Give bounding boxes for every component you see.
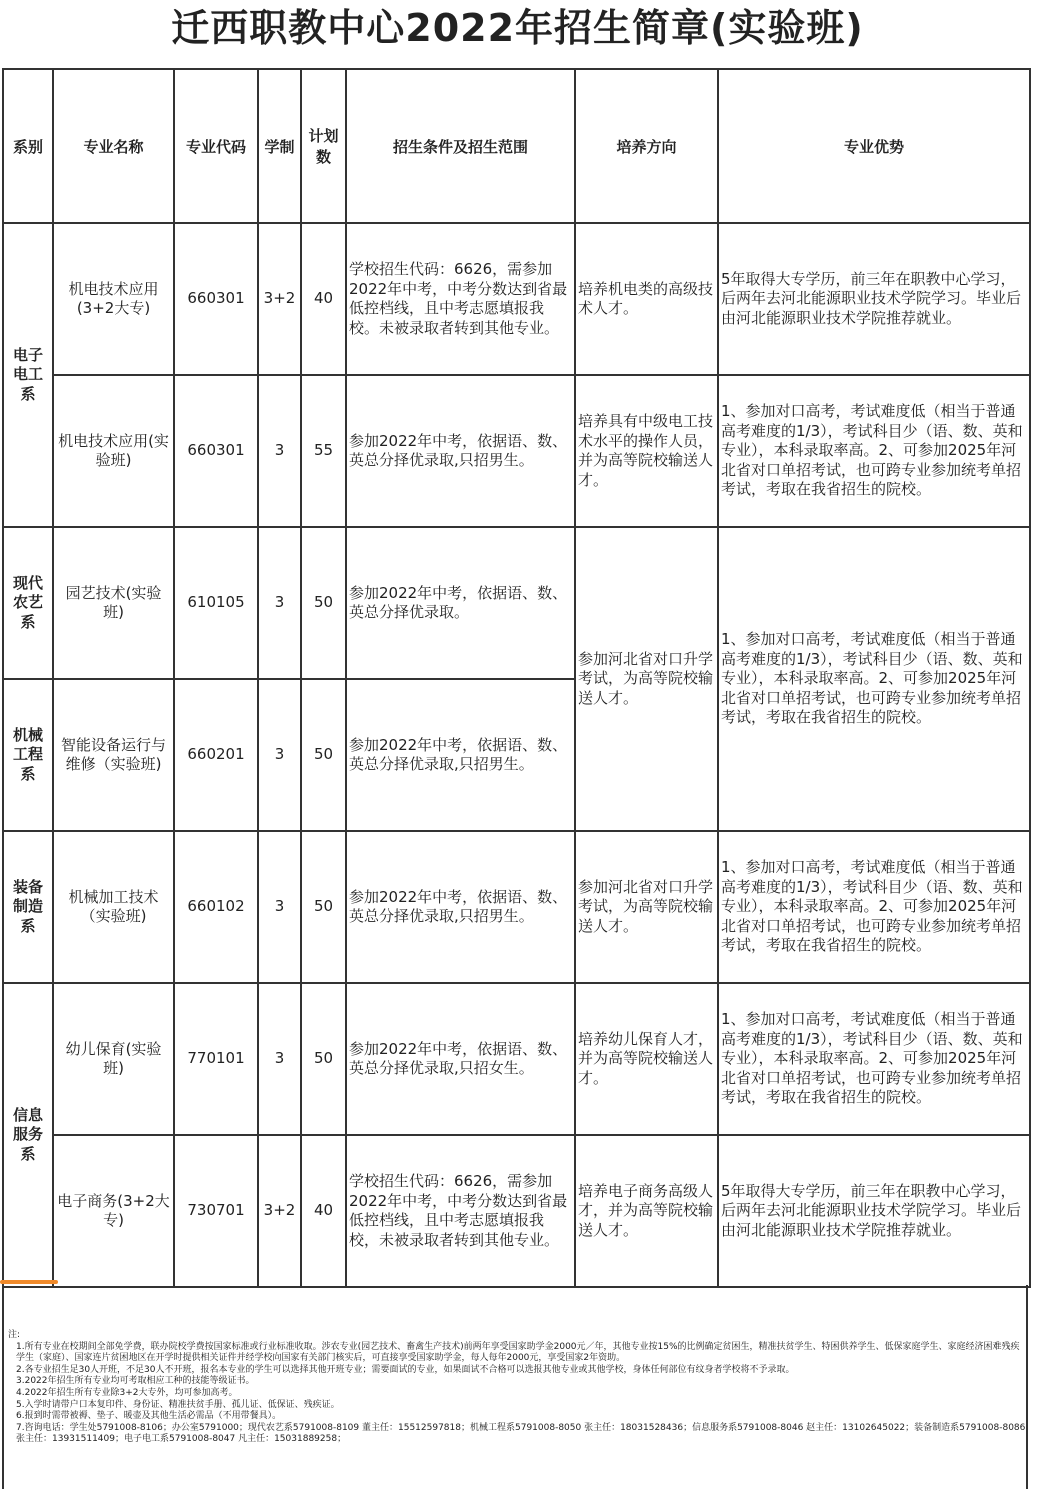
years: 3 (258, 679, 301, 831)
major-name: 机电技术应用(3+2大专) (53, 223, 174, 375)
table-row (3, 223, 1030, 375)
enrollment-table (2, 68, 1031, 1288)
note-item: 4.2022年招生所有专业除3+2大专外，均可参加高考。 (16, 1387, 238, 1398)
major-code: 660301 (174, 375, 258, 527)
conditions: 学校招生代码：6626，需参加2022年中考，中考分数达到省最低控档线，且中考志愿填报我校，未被录取者转到其他专业。 (346, 1135, 575, 1287)
years: 3 (258, 831, 301, 983)
advantage: 1、参加对口高考，考试难度低（相当于普通高考难度的1/3），考试科目少（语、数、英和专业），本科录取率高。2、可参加2025年河北省对口单招考试，也可跨专业参加统考单招考试，考取在我省招生的院校。 (718, 983, 1030, 1135)
major-code: 610105 (174, 527, 258, 679)
page-title: 迁西职教中心2022年招生简章(实验班) (171, 6, 864, 50)
table-row (3, 375, 1030, 527)
note-item: 3.2022年招生所有专业均可考取相应工种的技能等级证书。 (16, 1376, 255, 1387)
major-name: 幼儿保育(实验班) (53, 983, 174, 1135)
table-row (3, 831, 1030, 983)
major-name: 机电技术应用(实验班) (53, 375, 174, 527)
years: 3 (258, 983, 301, 1135)
table-row (3, 527, 1030, 679)
conditions: 参加2022年中考，依据语、数、英总分择优录取,只招男生。 (346, 831, 575, 983)
plan: 55 (301, 375, 346, 527)
header-row (3, 69, 1030, 223)
major-name: 机械加工技术（实验班) (53, 831, 174, 983)
dept-cell: 机械工程系 (3, 679, 53, 831)
plan: 40 (301, 1135, 346, 1287)
plan: 50 (301, 831, 346, 983)
major-code: 660301 (174, 223, 258, 375)
direction: 培养具有中级电工技术水平的操作人员，并为高等院校输送人才。 (575, 375, 718, 527)
major-name: 智能设备运行与维修（实验班) (53, 679, 174, 831)
direction: 培养幼儿保育人才，并为高等院校输送人才。 (575, 983, 718, 1135)
direction: 培养机电类的高级技术人才。 (575, 223, 718, 375)
header-years: 学制 (258, 69, 301, 223)
notes-label: 注: (8, 1330, 21, 1340)
note-item: 1.所有专业在校期间全部免学费，联办院校学费按国家标准或行业标准收取。涉农专业(园艺技术、畜禽生产技术)前两年享受国家助学金2000元／年，其他专业按15%的比例确定贫困生，精准扶贫学生、特困供养学生、低保家庭学生、家庭经济困难残疾学生（家庭）、国家连片贫困地区在开学时提供相关证件并经学校向国家有关部门核实后，可直接享受国家助学金，每人每年2000元，享受国家2年资助。 (16, 1341, 1020, 1364)
major-code: 770101 (174, 983, 258, 1135)
conditions: 参加2022年中考，依据语、数、英总分择优录取,只招男生。 (346, 679, 575, 831)
advantage: 1、参加对口高考，考试难度低（相当于普通高考难度的1/3），考试科目少（语、数、英和专业），本科录取率高。2、可参加2025年河北省对口单招考试，也可跨专业参加统考单招考试，考取在我省招生的院校。 (718, 527, 1030, 831)
conditions: 学校招生代码：6626，需参加2022年中考，中考分数达到省最低控档线，且中考志愿填报我校。未被录取者转到其他专业。 (346, 223, 575, 375)
header-plan: 计划数 (301, 69, 346, 223)
notes-section (2, 1285, 1028, 1489)
conditions: 参加2022年中考，依据语、数、英总分择优录取。 (346, 527, 575, 679)
years: 3+2 (258, 223, 301, 375)
header-code: 专业代码 (174, 69, 258, 223)
orange-highlight-mark (0, 1280, 58, 1284)
direction: 培养电子商务高级人才，并为高等院校输送人才。 (575, 1135, 718, 1287)
major-code: 660102 (174, 831, 258, 983)
table-row (3, 1135, 1030, 1287)
header-direction: 培养方向 (575, 69, 718, 223)
advantage: 1、参加对口高考，考试难度低（相当于普通高考难度的1/3），考试科目少（语、数、英和专业），本科录取率高。2、可参加2025年河北省对口单招考试，也可跨专业参加统考单招考试，考取在我省招生的院校。 (718, 831, 1030, 983)
dept-cell: 信息服务系 (3, 983, 53, 1287)
advantage: 5年取得大专学历，前三年在职教中心学习，后两年去河北能源职业技术学院学习。毕业后由河北能源职业技术学院推荐就业。 (718, 1135, 1030, 1287)
direction: 参加河北省对口升学考试，为高等院校输送人才。 (575, 831, 718, 983)
note-item: 5.入学时请带户口本复印件、身份证、精准扶贫手册、孤儿证、低保证、残疾证。 (16, 1399, 340, 1410)
conditions: 参加2022年中考，依据语、数、英总分择优录取,只招男生。 (346, 375, 575, 527)
direction: 参加河北省对口升学考试，为高等院校输送人才。 (575, 527, 718, 831)
years: 3 (258, 527, 301, 679)
dept-cell: 现代农艺系 (3, 527, 53, 679)
note-item: 6.报到时需带被褥、垫子、暖壶及其他生活必需品（不用带餐具）。 (16, 1411, 282, 1422)
conditions: 参加2022年中考，依据语、数、英总分择优录取,只招女生。 (346, 983, 575, 1135)
table-row (3, 983, 1030, 1135)
major-name: 园艺技术(实验班) (53, 527, 174, 679)
major-code: 660201 (174, 679, 258, 831)
plan: 50 (301, 527, 346, 679)
advantage: 5年取得大专学历，前三年在职教中心学习，后两年去河北能源职业技术学院学习。毕业后由河北能源职业技术学院推荐就业。 (718, 223, 1030, 375)
plan: 50 (301, 983, 346, 1135)
years: 3 (258, 375, 301, 527)
header-advantage: 专业优势 (718, 69, 1030, 223)
note-item: 2.各专业招生足30人开班，不足30人不开班，报名本专业的学生可以选择其他开班专业；需要面试的专业，如果面试不合格可以选报其他专业或其他学校，身体任何部位有纹身者学校将不予录取。 (16, 1364, 795, 1375)
plan: 40 (301, 223, 346, 375)
dept-cell: 装备制造系 (3, 831, 53, 983)
years: 3+2 (258, 1135, 301, 1287)
header-dept: 系别 (3, 69, 53, 223)
major-name: 电子商务(3+2大专) (53, 1135, 174, 1287)
header-conditions: 招生条件及招生范围 (346, 69, 575, 223)
header-major: 专业名称 (53, 69, 174, 223)
dept-cell: 电子电工系 (3, 223, 53, 527)
plan: 50 (301, 679, 346, 831)
major-code: 730701 (174, 1135, 258, 1287)
note-item: 7.咨询电话：学生处5791008-8106；办公室5791000；现代农艺系5791008-8109 董主任：15512597818；机械工程系5791008-8050 张主任：18031528436；信息服务系5791008-8046 赵主任：13102645022；装备制造系5791008-8086 张主任：13931511409；电子电工系5791008-8047 凡主任：15031889258； (16, 1422, 1026, 1445)
advantage: 1、参加对口高考，考试难度低（相当于普通高考难度的1/3），考试科目少（语、数、英和专业），本科录取率高。2、可参加2025年河北省对口单招考试，也可跨专业参加统考单招考试，考取在我省招生的院校。 (718, 375, 1030, 527)
